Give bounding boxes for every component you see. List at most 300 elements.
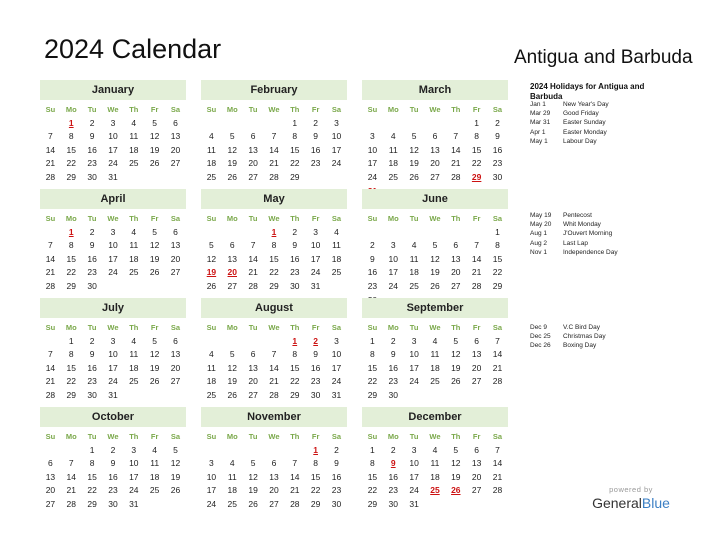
weekday-label: Mo xyxy=(65,214,77,223)
day: 27 xyxy=(430,171,440,182)
day: 18 xyxy=(430,362,440,373)
day: 23 xyxy=(87,267,97,278)
month-name: June xyxy=(362,189,508,209)
holiday-day: 25 xyxy=(430,485,440,496)
day: 13 xyxy=(227,253,237,264)
weekday-label: Th xyxy=(290,214,300,223)
month-name: October xyxy=(40,407,186,427)
day: 5 xyxy=(250,458,256,469)
holiday-date: Dec 9 xyxy=(530,324,547,331)
weekday-label: Fr xyxy=(311,105,320,114)
day: 8 xyxy=(89,458,95,469)
week-row xyxy=(362,484,508,498)
empty-day xyxy=(264,335,285,349)
holiday-date: May 19 xyxy=(530,212,552,219)
day: 10 xyxy=(129,458,139,469)
week-row xyxy=(40,498,186,512)
weekday-label: Mo xyxy=(387,432,399,441)
day: 8 xyxy=(474,131,479,142)
weekday-label: Su xyxy=(367,214,378,223)
holiday-day: 1 xyxy=(292,335,298,346)
weekday-label: Fr xyxy=(472,105,481,114)
day: 12 xyxy=(227,144,237,155)
day: 29 xyxy=(290,389,300,400)
weekday-label: Th xyxy=(290,432,300,441)
weekday-label: Tu xyxy=(409,323,419,332)
weekday-label: Tu xyxy=(248,214,258,223)
day: 7 xyxy=(48,131,53,142)
weekday-label: Sa xyxy=(170,105,181,114)
holiday-item xyxy=(530,100,680,109)
day: 5 xyxy=(173,444,178,455)
holiday-name: Independence Day xyxy=(563,248,618,256)
weekday-label: Th xyxy=(451,105,461,114)
weekday-label: Su xyxy=(206,105,217,114)
day: 26 xyxy=(430,280,440,291)
holiday-name: New Year's Day xyxy=(563,101,609,108)
holiday-name: Whit Monday xyxy=(563,221,601,229)
holiday-date: May 20 xyxy=(530,221,552,229)
weekday-header xyxy=(201,430,347,444)
weekday-label: Mo xyxy=(226,432,238,441)
day: 7 xyxy=(495,335,500,346)
day: 10 xyxy=(310,240,321,251)
empty-day xyxy=(222,335,243,349)
day: 19 xyxy=(409,158,419,169)
day: 7 xyxy=(68,458,74,469)
holiday-date: Aug 2 xyxy=(530,239,547,247)
day: 4 xyxy=(432,335,438,346)
weekday-header xyxy=(40,430,186,444)
day: 22 xyxy=(66,267,76,278)
day: 10 xyxy=(108,240,118,251)
day: 22 xyxy=(269,267,279,278)
day: 4 xyxy=(229,458,235,469)
empty-day xyxy=(326,280,347,294)
day: 7 xyxy=(495,444,500,455)
day: 6 xyxy=(250,131,256,142)
day: 21 xyxy=(269,376,279,387)
holiday-name: Good Friday xyxy=(563,110,599,118)
holiday-name: J'Ouvert Morning xyxy=(563,230,613,238)
day: 9 xyxy=(110,458,116,469)
day: 6 xyxy=(271,458,277,469)
holiday-date: Dec 25 xyxy=(530,333,551,341)
weekday-header xyxy=(40,321,186,335)
weekday-label: Sa xyxy=(170,214,181,223)
day: 27 xyxy=(248,389,258,400)
weekday-label: Su xyxy=(206,432,217,441)
day: 27 xyxy=(170,158,181,169)
day: 22 xyxy=(492,267,503,278)
day: 29 xyxy=(290,171,300,182)
day: 25 xyxy=(129,267,139,278)
day: 30 xyxy=(388,389,398,400)
country-name: Antigua and Barbuda xyxy=(514,47,693,68)
day: 22 xyxy=(290,158,300,169)
empty-day xyxy=(144,280,165,294)
holiday-day: 29 xyxy=(471,171,482,182)
weekday-label: Mo xyxy=(65,105,77,114)
day: 24 xyxy=(129,485,139,496)
day: 27 xyxy=(227,280,237,291)
day: 19 xyxy=(149,362,160,373)
day: 19 xyxy=(451,471,461,482)
day: 20 xyxy=(471,471,482,482)
day: 19 xyxy=(430,267,440,278)
day: 30 xyxy=(87,171,97,182)
day: 9 xyxy=(292,240,298,251)
day: 11 xyxy=(409,253,419,264)
weekday-label: Mo xyxy=(226,323,238,332)
weekday-label: We xyxy=(429,214,441,223)
weekday-label: Fr xyxy=(472,432,481,441)
week-row xyxy=(201,280,347,294)
day: 3 xyxy=(370,131,375,142)
day: 25 xyxy=(409,280,419,291)
day: 17 xyxy=(388,267,398,278)
day: 29 xyxy=(66,280,76,291)
weekday-label: Tu xyxy=(87,214,97,223)
weekday-label: Fr xyxy=(311,214,320,223)
day: 3 xyxy=(411,444,417,455)
day: 30 xyxy=(492,171,503,182)
day: 23 xyxy=(331,485,342,496)
day: 24 xyxy=(367,171,378,182)
month-name: March xyxy=(362,80,508,100)
holiday-group xyxy=(530,100,680,146)
month-name: April xyxy=(40,189,186,209)
day: 30 xyxy=(87,389,97,400)
week-row xyxy=(40,280,186,294)
day: 14 xyxy=(45,362,56,373)
empty-day xyxy=(284,444,305,458)
weekday-label: We xyxy=(429,105,441,114)
day: 13 xyxy=(170,349,181,360)
day: 6 xyxy=(453,240,459,251)
weekday-header xyxy=(201,103,347,117)
day: 24 xyxy=(409,376,419,387)
day: 17 xyxy=(331,144,342,155)
week-row xyxy=(201,444,347,458)
weekday-label: Th xyxy=(290,323,300,332)
holiday-day: 20 xyxy=(227,267,237,278)
empty-day xyxy=(445,226,466,240)
day: 21 xyxy=(492,471,503,482)
day: 16 xyxy=(492,144,503,155)
empty-day xyxy=(40,226,61,240)
day: 25 xyxy=(149,485,160,496)
week-row xyxy=(362,117,508,131)
day: 20 xyxy=(170,362,181,373)
day: 22 xyxy=(290,376,300,387)
day: 18 xyxy=(430,471,440,482)
day: 13 xyxy=(170,131,181,142)
day: 7 xyxy=(271,131,277,142)
day: 4 xyxy=(131,226,137,237)
month-name: January xyxy=(40,80,186,100)
day: 19 xyxy=(149,144,160,155)
week-row xyxy=(362,266,508,280)
day: 9 xyxy=(89,349,95,360)
day: 31 xyxy=(108,171,118,182)
day: 6 xyxy=(474,335,479,346)
day: 20 xyxy=(45,485,56,496)
day: 16 xyxy=(87,253,97,264)
day: 1 xyxy=(89,444,95,455)
week-row xyxy=(362,239,508,253)
weekday-label: We xyxy=(268,432,280,441)
day: 29 xyxy=(87,498,97,509)
day: 4 xyxy=(209,131,214,142)
day: 3 xyxy=(131,444,137,455)
month-october xyxy=(40,407,186,512)
week-row xyxy=(40,144,186,158)
day: 8 xyxy=(313,458,318,469)
day: 29 xyxy=(66,389,76,400)
day: 12 xyxy=(227,362,237,373)
week-row xyxy=(362,444,508,458)
month-december xyxy=(362,407,508,512)
day: 13 xyxy=(471,458,482,469)
day: 16 xyxy=(290,253,300,264)
weekday-label: Fr xyxy=(472,214,481,223)
day: 7 xyxy=(250,240,256,251)
day: 7 xyxy=(48,349,53,360)
day: 19 xyxy=(227,376,237,387)
weekday-header xyxy=(40,103,186,117)
day: 9 xyxy=(495,131,500,142)
weekday-label: Fr xyxy=(150,105,159,114)
weekday-label: Tu xyxy=(87,432,97,441)
week-row xyxy=(201,157,347,171)
day: 24 xyxy=(331,376,342,387)
weekday-label: We xyxy=(107,105,119,114)
holiday-name: Christmas Day xyxy=(563,333,606,341)
day: 11 xyxy=(207,362,216,373)
day: 1 xyxy=(474,117,479,128)
day: 18 xyxy=(129,253,139,264)
empty-day xyxy=(201,117,222,131)
week-row xyxy=(201,457,347,471)
day: 14 xyxy=(66,471,76,482)
day: 10 xyxy=(331,131,342,142)
weekday-label: Su xyxy=(367,105,378,114)
day: 4 xyxy=(411,240,417,251)
day: 21 xyxy=(45,376,56,387)
week-row xyxy=(362,130,508,144)
day: 4 xyxy=(131,335,137,346)
holiday-item xyxy=(530,239,680,248)
day: 17 xyxy=(331,362,342,373)
day: 9 xyxy=(313,131,318,142)
week-row xyxy=(201,498,347,512)
weekday-label: Fr xyxy=(150,432,159,441)
week-row xyxy=(40,389,186,403)
day: 18 xyxy=(149,471,160,482)
day: 17 xyxy=(108,253,118,264)
holiday-name: Last Lap xyxy=(563,239,588,247)
holiday-item xyxy=(530,118,680,127)
day: 21 xyxy=(269,158,279,169)
day: 30 xyxy=(290,280,300,291)
day: 16 xyxy=(388,362,398,373)
day: 16 xyxy=(388,471,398,482)
day: 10 xyxy=(206,471,217,482)
day: 6 xyxy=(173,335,178,346)
day: 19 xyxy=(451,362,461,373)
weekday-label: Mo xyxy=(226,214,238,223)
empty-day xyxy=(222,444,243,458)
day: 19 xyxy=(248,485,258,496)
day: 10 xyxy=(388,253,398,264)
day: 23 xyxy=(492,158,503,169)
day: 28 xyxy=(471,280,482,291)
weekday-label: Su xyxy=(367,323,378,332)
day: 7 xyxy=(474,240,479,251)
day: 16 xyxy=(310,362,321,373)
day: 14 xyxy=(451,144,461,155)
week-row xyxy=(201,348,347,362)
weekday-label: We xyxy=(268,214,280,223)
weekday-label: We xyxy=(429,432,441,441)
weekday-label: Tu xyxy=(409,105,419,114)
week-row xyxy=(362,375,508,389)
day: 2 xyxy=(110,444,116,455)
weekday-label: Th xyxy=(129,323,139,332)
day: 29 xyxy=(269,280,279,291)
weekday-label: Mo xyxy=(387,105,399,114)
empty-day xyxy=(404,117,425,131)
day: 21 xyxy=(492,362,503,373)
day: 26 xyxy=(409,171,419,182)
day: 8 xyxy=(292,131,298,142)
day: 29 xyxy=(367,389,378,400)
empty-day xyxy=(487,498,508,512)
empty-day xyxy=(165,389,186,403)
empty-day xyxy=(201,335,222,349)
weekday-label: Mo xyxy=(65,323,77,332)
weekday-label: Fr xyxy=(150,214,159,223)
day: 21 xyxy=(248,267,258,278)
weekday-label: Th xyxy=(451,432,461,441)
day: 11 xyxy=(129,240,139,251)
day: 25 xyxy=(388,171,398,182)
day: 8 xyxy=(495,240,500,251)
day: 28 xyxy=(269,389,279,400)
day: 29 xyxy=(310,498,321,509)
holiday-name: V.C Bird Day xyxy=(563,324,600,331)
day: 2 xyxy=(313,117,318,128)
weekday-label: Sa xyxy=(492,214,503,223)
day: 17 xyxy=(310,253,321,264)
month-january xyxy=(40,80,186,185)
day: 6 xyxy=(229,240,235,251)
day: 12 xyxy=(149,240,160,251)
weekday-label: Mo xyxy=(226,105,238,114)
weekday-label: Tu xyxy=(87,105,97,114)
day: 21 xyxy=(45,267,56,278)
day: 9 xyxy=(313,349,318,360)
day: 22 xyxy=(367,376,378,387)
day: 7 xyxy=(48,240,53,251)
day: 23 xyxy=(367,280,378,291)
day: 9 xyxy=(370,253,375,264)
day: 12 xyxy=(451,458,461,469)
day: 5 xyxy=(209,240,214,251)
weekday-label: Sa xyxy=(170,323,181,332)
day: 21 xyxy=(290,485,300,496)
empty-day xyxy=(305,171,326,185)
day: 4 xyxy=(131,117,137,128)
empty-day xyxy=(383,226,404,240)
day: 7 xyxy=(453,131,459,142)
holiday-item xyxy=(530,332,680,341)
empty-day xyxy=(123,389,144,403)
empty-day xyxy=(425,389,446,403)
empty-day xyxy=(222,117,243,131)
day: 3 xyxy=(110,117,116,128)
week-row xyxy=(201,144,347,158)
day: 29 xyxy=(492,280,503,291)
day: 14 xyxy=(269,362,279,373)
day: 15 xyxy=(87,471,97,482)
weekday-label: We xyxy=(107,214,119,223)
month-name: February xyxy=(201,80,347,100)
brand-name: GeneralBlue xyxy=(592,495,670,511)
day: 16 xyxy=(87,362,97,373)
month-name: August xyxy=(201,298,347,318)
day: 3 xyxy=(411,335,417,346)
day: 15 xyxy=(66,253,76,264)
day: 5 xyxy=(152,335,157,346)
day: 8 xyxy=(292,349,298,360)
month-june xyxy=(362,189,508,307)
day: 24 xyxy=(206,498,217,509)
weekday-label: Tu xyxy=(248,323,258,332)
day: 30 xyxy=(87,280,97,291)
week-row xyxy=(362,144,508,158)
empty-day xyxy=(40,444,61,458)
empty-day xyxy=(362,117,383,131)
day: 2 xyxy=(89,335,95,346)
day: 20 xyxy=(451,267,461,278)
holiday-date: Mar 31 xyxy=(530,119,551,127)
day: 15 xyxy=(66,362,76,373)
weekday-label: Th xyxy=(290,105,300,114)
weekday-label: Tu xyxy=(87,323,97,332)
day: 22 xyxy=(471,158,482,169)
week-row xyxy=(201,226,347,240)
day: 27 xyxy=(269,498,279,509)
day: 3 xyxy=(334,117,339,128)
day: 6 xyxy=(474,444,479,455)
weekday-label: Th xyxy=(129,105,139,114)
holiday-day: 1 xyxy=(68,226,74,237)
day: 9 xyxy=(89,131,95,142)
week-row xyxy=(362,389,508,403)
weekday-label: Fr xyxy=(311,432,320,441)
day: 27 xyxy=(170,376,181,387)
day: 17 xyxy=(367,158,378,169)
day: 24 xyxy=(409,485,419,496)
holiday-date: Mar 29 xyxy=(530,110,551,118)
weekday-label: Th xyxy=(451,323,461,332)
day: 13 xyxy=(430,144,440,155)
day: 1 xyxy=(370,335,375,346)
day: 11 xyxy=(227,471,237,482)
holiday-day: 26 xyxy=(451,485,461,496)
